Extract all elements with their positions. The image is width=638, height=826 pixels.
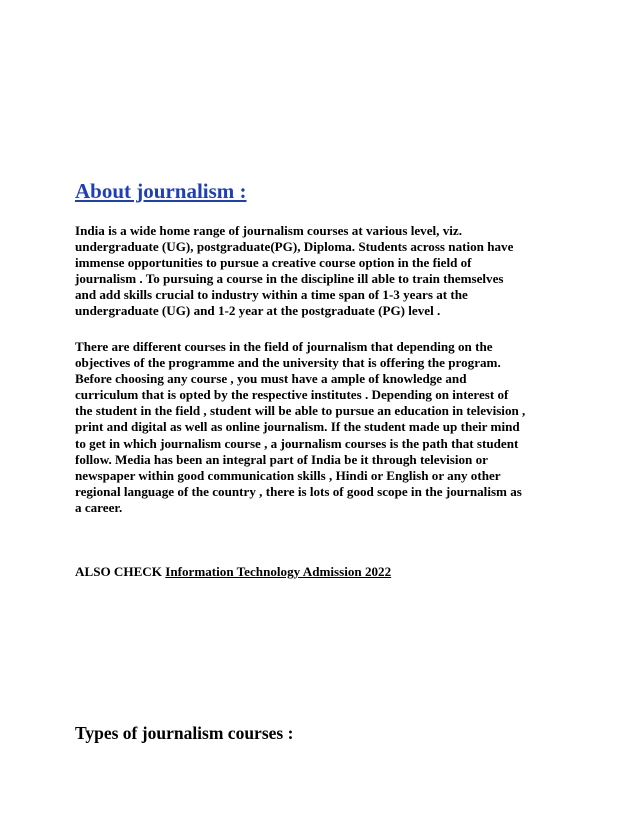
- paragraph-line: follow. Media has been an integral part of India be it through television or: [75, 451, 488, 467]
- also-check-line: [75, 564, 391, 580]
- paragraph-line: and add skills crucial to industry within a time span of 1-3 years at the: [75, 287, 468, 303]
- paragraph-line: to get in which journalism course , a journalism courses is the path that student: [75, 435, 519, 451]
- paragraph-line: undergraduate (UG), postgraduate(PG), Diploma. Students across nation have: [75, 239, 514, 255]
- paragraph-line: newspaper within good communication skills , Hindi or English or any other: [75, 467, 501, 483]
- it-admission-link[interactable]: Information Technology Admission 2022: [165, 564, 392, 579]
- paragraph-line: There are different courses in the field of journalism that depending on the: [75, 339, 493, 354]
- about-journalism-heading: About journalism :: [75, 179, 247, 203]
- also-check-label: ALSO CHECK: [75, 564, 162, 579]
- paragraph-line: the student in the field , student will be able to pursue an education in television ,: [75, 403, 526, 419]
- paragraph-line: journalism . To pursuing a course in the discipline ill able to train themselves: [75, 271, 504, 287]
- intro-paragraph: [75, 223, 575, 320]
- paragraph-line: undergraduate (UG) and 1-2 year at the postgraduate (PG) level .: [75, 303, 441, 319]
- types-of-courses-heading: Types of journalism courses :: [75, 723, 294, 743]
- paragraph-line: a career.: [75, 499, 123, 515]
- paragraph-line: India is a wide home range of journalism courses at various level, viz.: [75, 223, 462, 238]
- paragraph-line: print and digital as well as online journalism. If the student made up their mind: [75, 419, 520, 435]
- paragraph-line: objectives of the programme and the university that is offering the program.: [75, 355, 501, 371]
- paragraph-line: Before choosing any course , you must have a ample of knowledge and: [75, 371, 467, 387]
- paragraph-line: immense opportunities to pursue a creative course option in the field of: [75, 255, 472, 271]
- paragraph-line: curriculum that is opted by the respective institutes . Depending on interest of: [75, 387, 509, 403]
- paragraph-line: regional language of the country , there is lots of good scope in the journalism as: [75, 483, 522, 499]
- courses-paragraph: [75, 339, 575, 516]
